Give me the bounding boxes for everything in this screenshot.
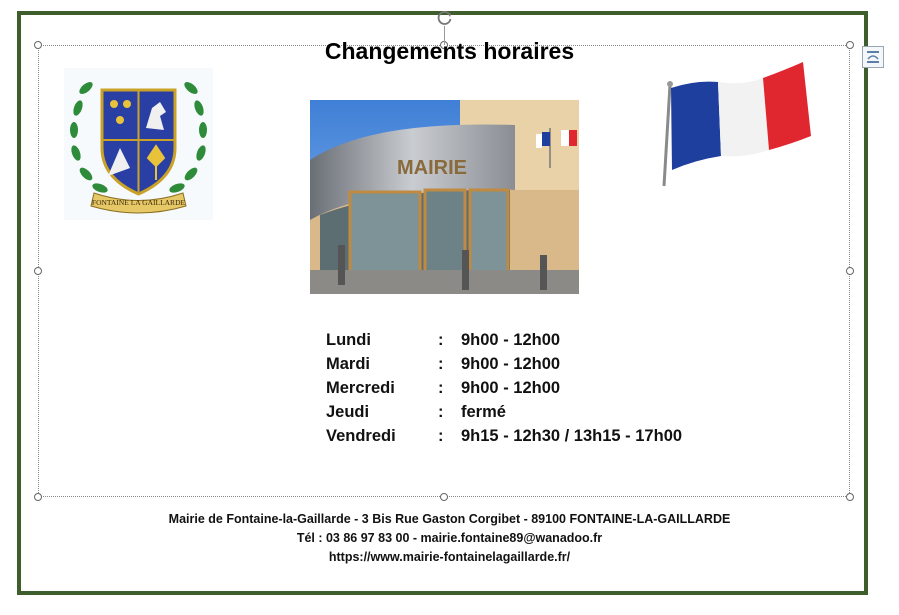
hours-row-wednesday [326, 376, 682, 400]
separator: : [438, 331, 444, 349]
page-title: Changements horaires [324, 38, 575, 64]
photo-sign-text: MAIRIE [397, 157, 467, 179]
day-label: Lundi [326, 331, 371, 349]
town-hall-photo [310, 100, 579, 294]
french-flag-image [655, 60, 820, 188]
footer-contact [0, 510, 899, 567]
resize-handle-middle-left[interactable] [34, 267, 42, 275]
separator: : [438, 379, 444, 397]
rotate-handle-icon[interactable] [436, 9, 454, 27]
day-label: Mercredi [326, 379, 395, 397]
time-value: 9h00 - 12h00 [461, 331, 561, 349]
time-value: fermé [461, 403, 506, 421]
footer-phone-email: Tél : 03 86 97 83 00 - mairie.fontaine89@wanadoo.fr [296, 531, 603, 545]
opening-hours-list [326, 328, 682, 448]
day-label: Jeudi [326, 403, 370, 421]
footer-address: Mairie de Fontaine-la-Gaillarde - 3 Bis Rue Gaston Corgibet - 89100 FONTAINE-LA-GAILLARDE [168, 512, 731, 526]
separator: : [438, 427, 444, 445]
day-label: Vendredi [326, 427, 396, 445]
time-value: 9h00 - 12h00 [461, 355, 561, 373]
time-value: 9h00 - 12h00 [461, 379, 561, 397]
separator: : [438, 355, 444, 373]
resize-handle-bottom-right[interactable] [846, 493, 854, 501]
separator: : [438, 403, 444, 421]
resize-handle-middle-right[interactable] [846, 267, 854, 275]
time-value: 9h15 - 12h30 / 13h15 - 17h00 [461, 427, 683, 445]
day-label: Mardi [326, 355, 371, 373]
hours-row-monday [326, 328, 682, 352]
hours-row-thursday [326, 400, 682, 424]
crest-banner-text: FONTAINE LA GAILLARDE [91, 198, 186, 207]
footer-website-link[interactable]: https://www.mairie-fontainelagaillarde.fr/ [328, 550, 571, 564]
hours-row-friday [326, 424, 682, 448]
resize-handle-bottom-center[interactable] [440, 493, 448, 501]
resize-handle-bottom-left[interactable] [34, 493, 42, 501]
hours-row-tuesday [326, 352, 682, 376]
coat-of-arms-image [64, 68, 213, 220]
